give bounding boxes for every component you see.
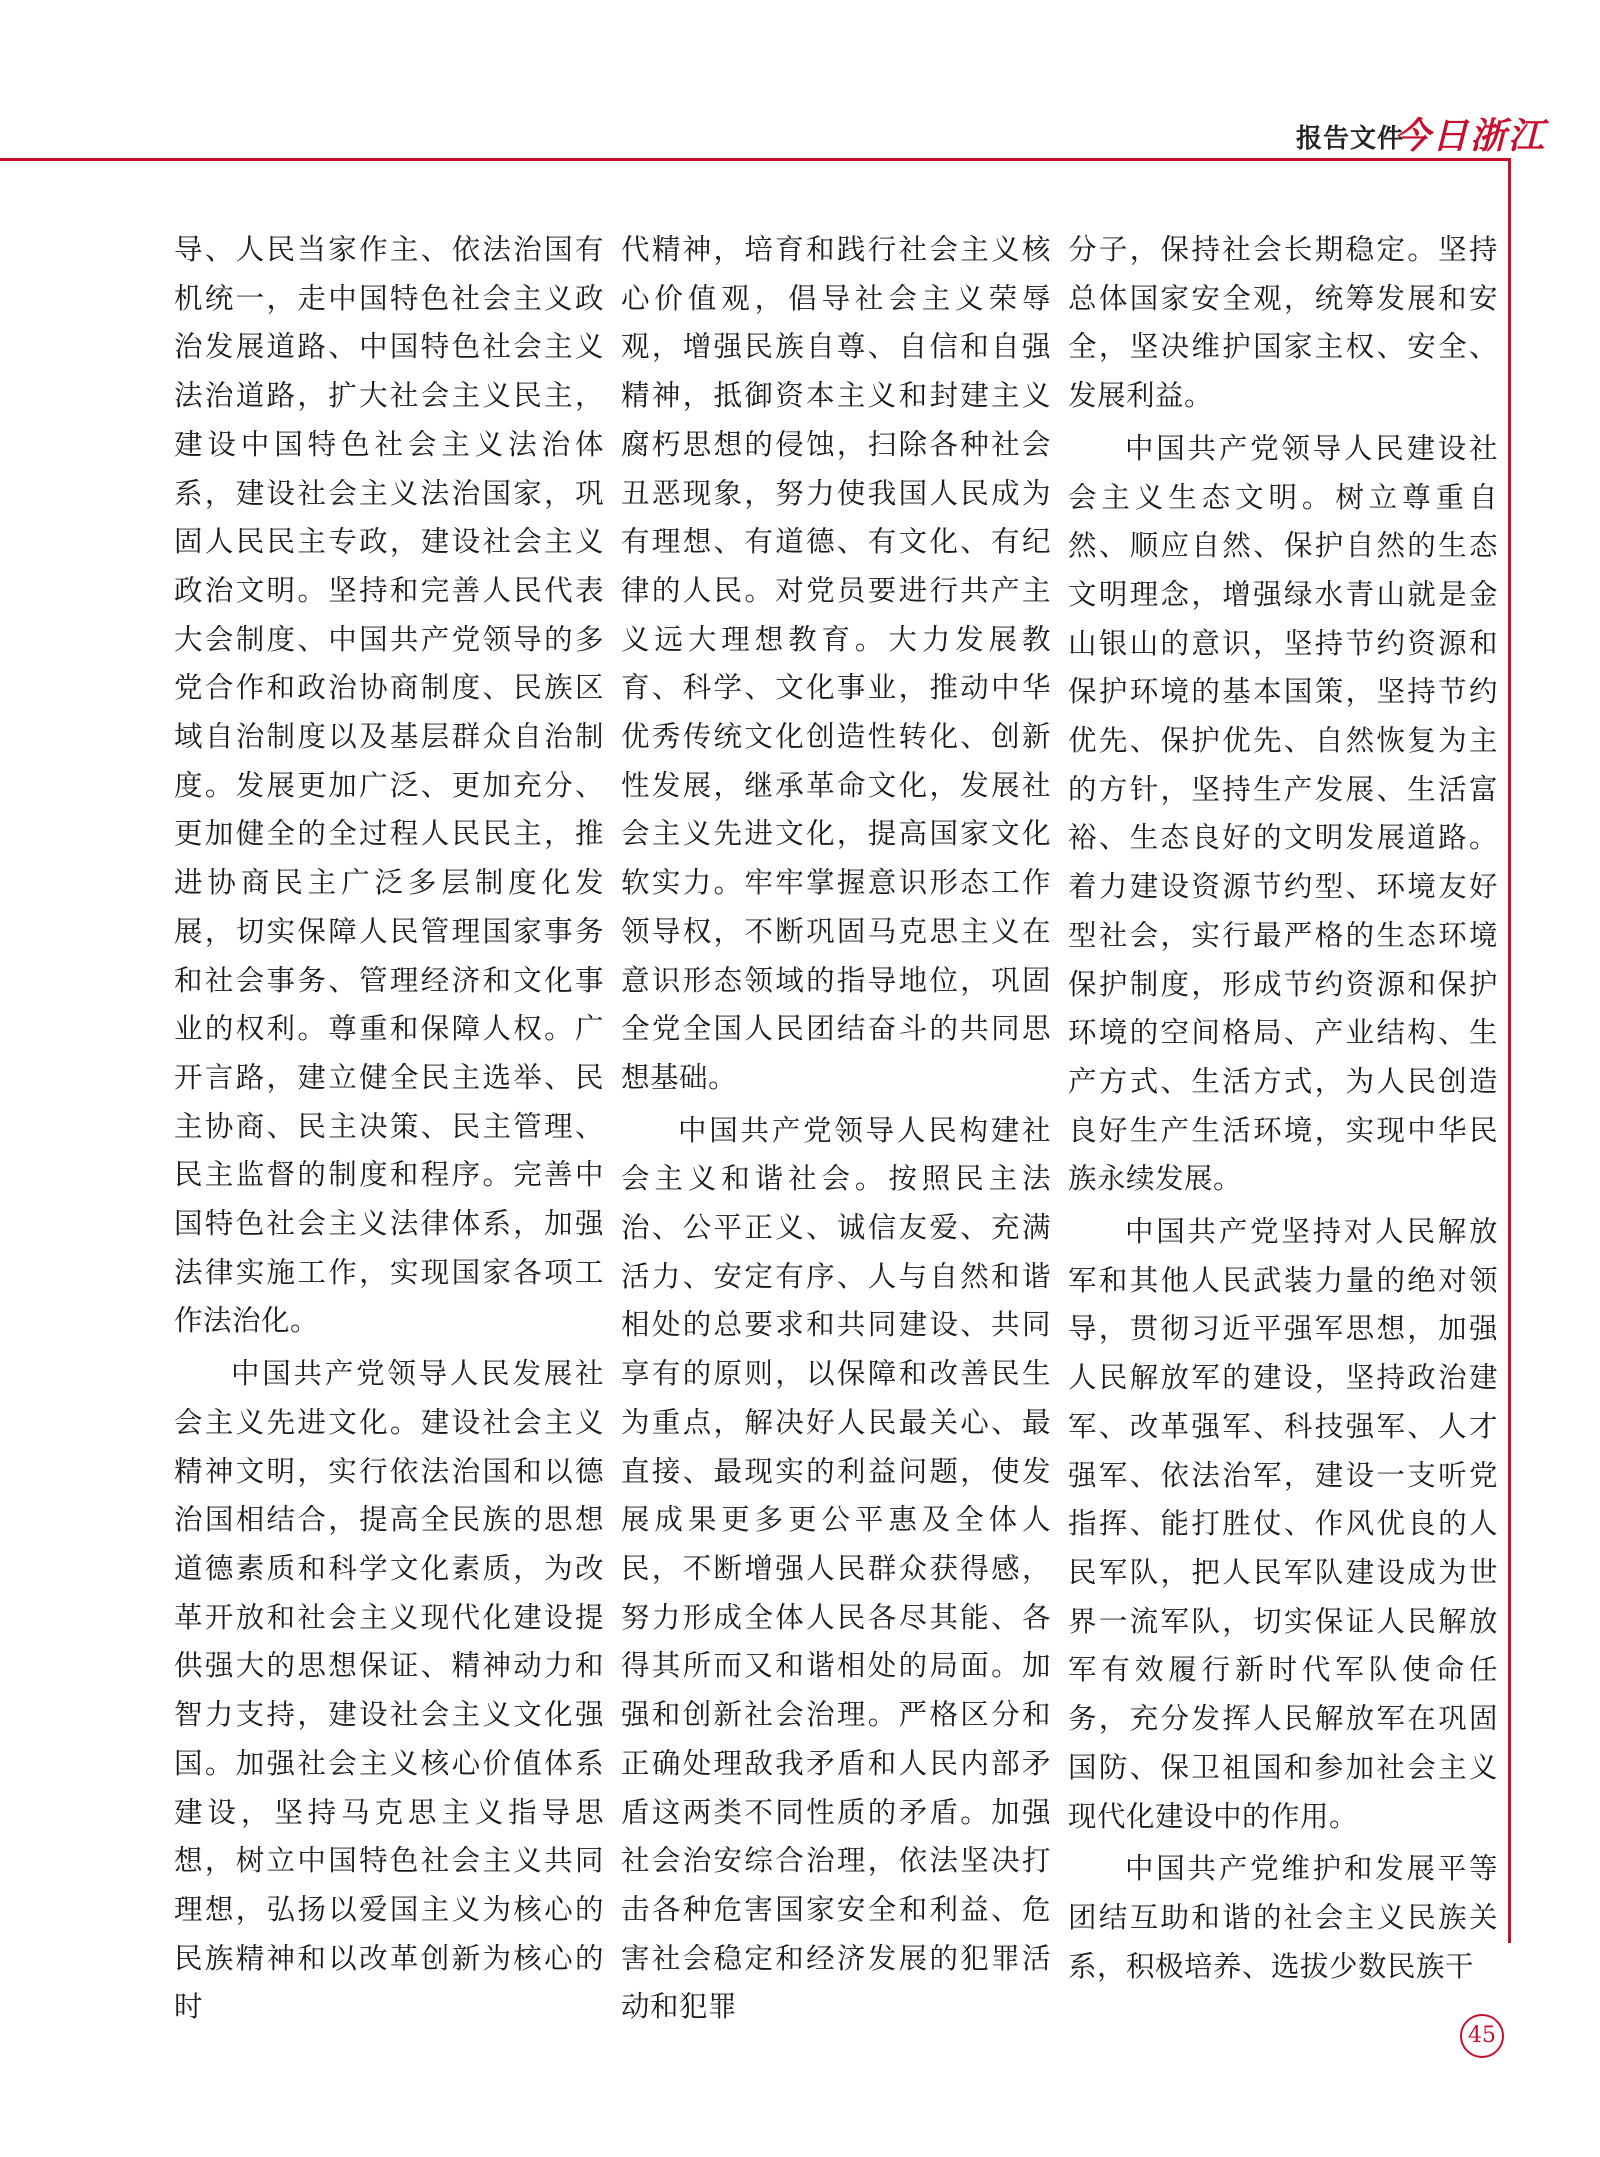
page-number: 45 [1460, 2014, 1504, 2058]
text-column-1 [174, 226, 604, 2032]
paragraph: 代精神，培育和践行社会主义核心价值观，倡导社会主义荣辱观，增强民族自尊、自信和自强精神，抵御资本主义和封建主义腐朽思想的侵蚀，扫除各种社会丑恶现象，努力使我国人民成为有理想、有道德、有文化、有纪律的人民。对党员要进行共产主义远大理想教育。大力发展教育、科学、文化事业，推动中华优秀传统文化创造性转化、创新性发展，继承革命文化，发展社会主义先进文化，提高国家文化软实力。牢牢掌握意识形态工作领导权，不断巩固马克思主义在意识形态领域的指导地位，巩固全党全国人民团结奋斗的共同思想基础。 [621, 233, 1051, 1094]
paragraph: 中国共产党领导人民构建社会主义和谐社会。按照民主法治、公平正义、诚信友爱、充满活力、安定有序、人与自然和谐相处的总要求和共同建设、共同享有的原则，以保障和改善民生为重点，解决好人民最关心、最直接、最现实的利益问题，使发展成果更多更公平惠及全体人民，不断增强人民群众获得感，努力形成全体人民各尽其能、各得其所而又和谐相处的局面。加强和创新社会治理。严格区分和正确处理敌我矛盾和人民内部矛盾这两类不同性质的矛盾。加强社会治安综合治理，依法坚决打击各种危害国家安全和利益、危害社会稳定和经济发展的犯罪活动和犯罪 [621, 1113, 1051, 2024]
paragraph: 中国共产党领导人民发展社会主义先进文化。建设社会主义精神文明，实行依法治国和以德治国相结合，提高全民族的思想道德素质和科学文化素质，为改革开放和社会主义现代化建设提供强大的思想保证、精神动力和智力支持，建设社会主义文化强国。加强社会主义核心价值体系建设，坚持马克思主义指导思想，树立中国特色社会主义共同理想，弘扬以爱国主义为核心的民族精神和以改革创新为核心的时 [174, 1357, 604, 2024]
paragraph: 中国共产党维护和发展平等团结互助和谐的社会主义民族关系，积极培养、选拔少数民族干 [1068, 1852, 1498, 1983]
paragraph: 导、人民当家作主、依法治国有机统一，走中国特色社会主义政治发展道路、中国特色社会主义法治道路，扩大社会主义民主，建设中国特色社会主义法治体系，建设社会主义法治国家，巩固人民民主专政，建设社会主义政治文明。坚持和完善人民代表大会制度、中国共产党领导的多党合作和政治协商制度、民族区域自治制度以及基层群众自治制度。发展更加广泛、更加充分、更加健全的全过程人民民主，推进协商民主广泛多层制度化发展，切实保障人民管理国家事务和社会事务、管理经济和文化事业的权利。尊重和保障人权。广开言路，建立健全民主选举、民主协商、民主决策、民主管理、民主监督的制度和程序。完善中国特色社会主义法律体系，加强法律实施工作，实现国家各项工作法治化。 [174, 233, 604, 1338]
text-column-3 [1068, 226, 1498, 1991]
header-rule [0, 158, 1510, 161]
paragraph: 中国共产党领导人民建设社会主义生态文明。树立尊重自然、顺应自然、保护自然的生态文明理念，增强绿水青山就是金山银山的意识，坚持节约资源和保护环境的基本国策，坚持节约优先、保护优先、自然恢复为主的方针，坚持生产发展、生活富裕、生态良好的文明发展道路。着力建设资源节约型、环境友好型社会，实行最严格的生态环境保护制度，形成节约资源和保护环境的空间格局、产业结构、生产方式、生活方式，为人民创造良好生产生活环境，实现中华民族永续发展。 [1068, 431, 1498, 1196]
paragraph: 分子，保持社会长期稳定。坚持总体国家安全观，统筹发展和安全，坚决维护国家主权、安全、发展利益。 [1068, 233, 1498, 413]
paragraph: 中国共产党坚持对人民解放军和其他人民武装力量的绝对领导，贯彻习近平强军思想，加强人民解放军的建设，坚持政治建军、改革强军、科技强军、人才强军、依法治军，建设一支听党指挥、能打胜仗、作风优良的人民军队，把人民军队建设成为世界一流军队，切实保证人民解放军有效履行新时代军队使命任务，充分发挥人民解放军在巩固国防、保卫祖国和参加社会主义现代化建设中的作用。 [1068, 1215, 1498, 1833]
magazine-logo: 今日浙江 [1394, 115, 1547, 157]
text-column-2 [621, 226, 1051, 2032]
section-title: 报告文件 [1296, 124, 1405, 154]
header-vertical-rule [1508, 158, 1511, 1943]
